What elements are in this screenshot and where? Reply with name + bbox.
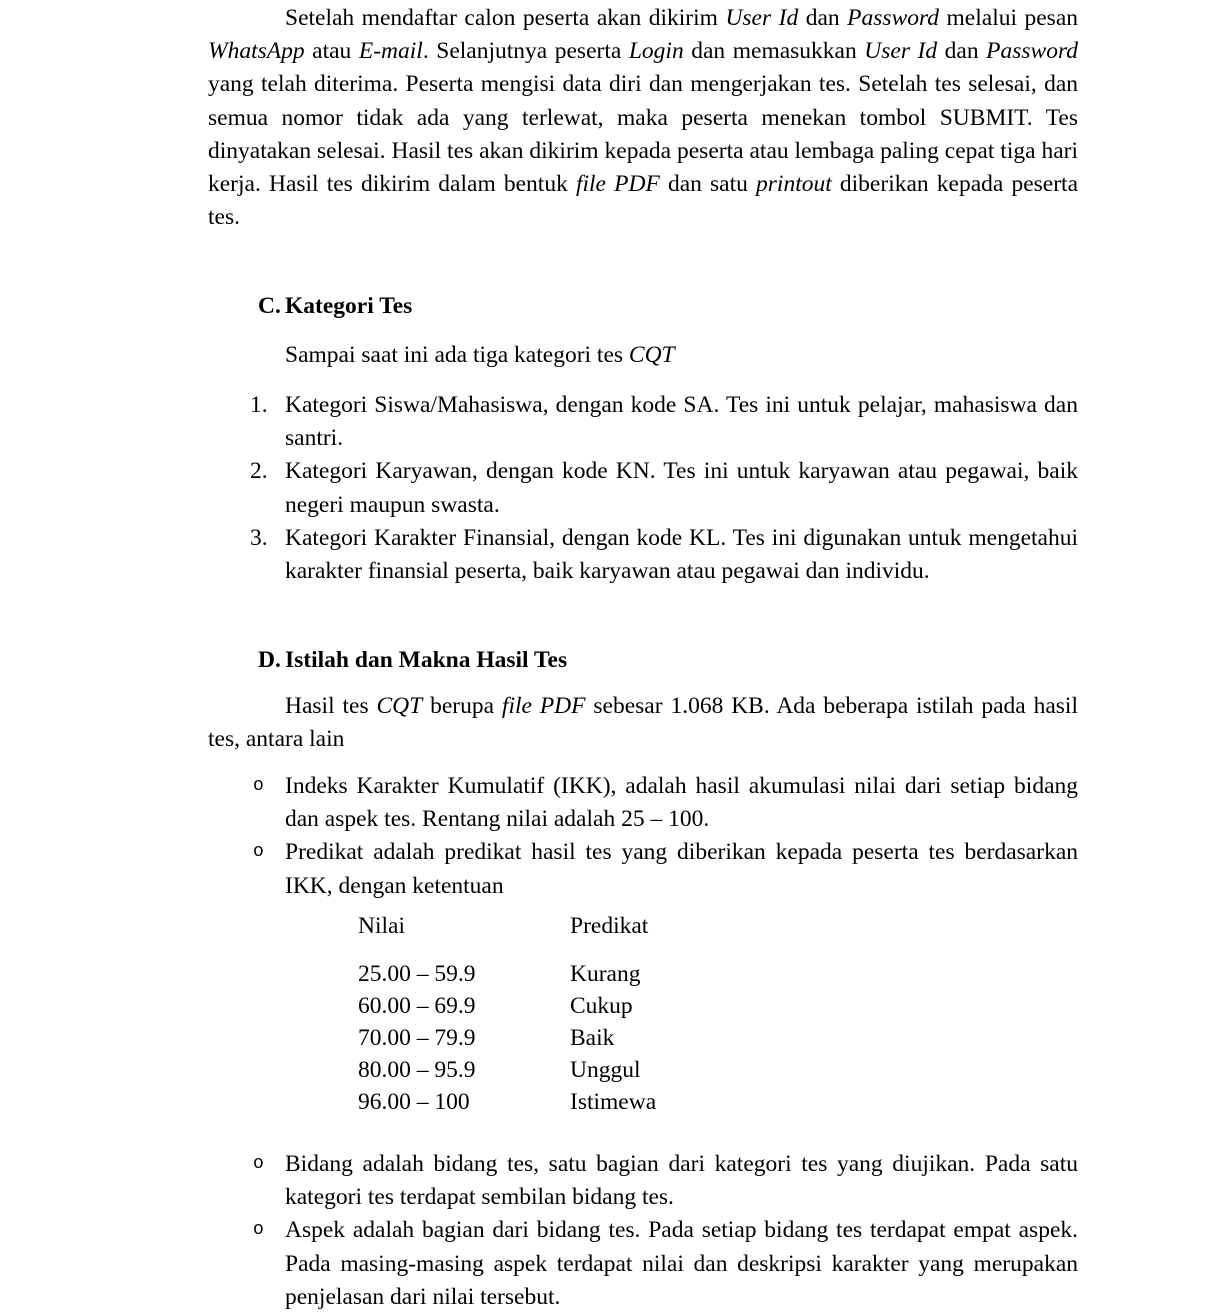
grade-table [358, 910, 656, 1118]
plain-text: Sampai saat ini ada tiga kategori tes [285, 342, 629, 368]
table-header-cell: Predikat [570, 913, 649, 939]
table-spacer-row [358, 942, 656, 958]
plain-text: Setelah mendaftar calon peserta akan dikirim [285, 5, 726, 31]
list-item-text: Kategori Siswa/Mahasiswa, dengan kode SA. Tes ini untuk pelajar, mahasiswa dan santri. [285, 392, 1078, 452]
emphasis-text: CQT [376, 693, 423, 719]
list-item [208, 1148, 1078, 1214]
emphasis-text: CQT [628, 342, 675, 368]
grade-predicate-cell: Istimewa [570, 1089, 657, 1115]
section-c-list-block [208, 389, 1078, 588]
intro-paragraph [208, 2, 1078, 234]
section-c-heading [208, 290, 1078, 323]
grade-predicate-cell: Unggul [570, 1057, 641, 1083]
list-item-text: Aspek adalah bagian dari bidang tes. Pada setiap bidang tes terdapat empat aspek. Pada masing-masing aspek terdapat nilai dan deskripsi karakter yang merupakan penjelasan dari nilai tersebut. [285, 1217, 1078, 1310]
plain-text: atau [304, 38, 359, 65]
table-row [358, 1054, 656, 1086]
emphasis-text: Password [986, 38, 1078, 65]
plain-text: dan satu [659, 171, 757, 198]
grade-range-cell: 80.00 – 95.9 [358, 1057, 476, 1083]
istilah-list-top [208, 770, 1078, 903]
table-row [358, 1022, 656, 1054]
plain-text: sebesar 1.068 KB. Ada beberapa istilah pada hasil tes, antara lain [208, 693, 1078, 753]
grade-range-cell: 96.00 – 100 [358, 1089, 470, 1115]
section-d-letter: D. [258, 647, 281, 673]
grade-range-cell: 25.00 – 59.9 [358, 961, 476, 987]
table-row [358, 990, 656, 1022]
emphasis-text: E-mail [358, 38, 423, 65]
kategori-tes-list [208, 389, 1078, 588]
table-header-row [358, 910, 656, 942]
plain-text: diberikan kepada peserta tes. [208, 171, 1079, 231]
table-header-cell: Nilai [358, 913, 405, 939]
plain-text: yang telah diterima. Peserta mengisi data diri dan mengerjakan tes. Setelah tes selesai, dan semua nomor tidak ada yang terlewat, maka peserta menekan tombol SUBMIT. Tes dinyatakan selesai. Hasil tes akan dikirim kepada peserta atau lembaga paling cepat tiga hari kerja. Hasil tes dikirim dalam bentuk [208, 71, 1078, 198]
emphasis-text: printout [756, 171, 832, 198]
section-c-letter: C. [258, 293, 281, 319]
grade-table-block [358, 910, 656, 1118]
list-item-text: Predikat adalah predikat hasil tes yang diberikan kepada peserta tes berdasarkan IKK, dengan ketentuan [285, 839, 1078, 899]
emphasis-text: Login [628, 38, 684, 65]
grade-range-cell: 60.00 – 69.9 [358, 993, 476, 1019]
list-item [208, 455, 1078, 521]
emphasis-text: file PDF [501, 693, 586, 719]
list-item [208, 770, 1078, 836]
section-d-heading-block [208, 644, 1078, 677]
section-c-lead [208, 339, 1078, 372]
list-item [208, 1214, 1078, 1314]
istilah-list-bottom [208, 1148, 1078, 1314]
list-item-bullet-icon: o [253, 776, 264, 796]
section-d-bullets-bottom-block [208, 1148, 1078, 1314]
grade-predicate-cell: Baik [570, 1025, 615, 1051]
plain-text: berupa [422, 693, 502, 719]
grade-predicate-cell: Cukup [570, 993, 633, 1019]
section-d-heading [208, 644, 1078, 677]
section-c-lead-block [208, 339, 1078, 372]
list-item-bullet-icon: o [253, 1220, 264, 1241]
list-item-number: 1. [250, 392, 268, 418]
list-item [208, 389, 1078, 455]
list-item-bullet-icon: o [253, 1154, 264, 1174]
emphasis-text: Password [847, 5, 940, 31]
section-d-title: Istilah dan Makna Hasil Tes [285, 647, 568, 673]
section-c-title: Kategori Tes [285, 293, 413, 319]
plain-text: Hasil tes [285, 693, 377, 719]
table-spacer-cell [570, 942, 656, 958]
plain-text: dan [798, 5, 848, 31]
grade-table-body [358, 910, 656, 1118]
section-d-lead [208, 690, 1078, 756]
plain-text: dan [937, 38, 987, 65]
list-item-bullet-icon: o [253, 842, 264, 863]
list-item-number: 3. [250, 524, 268, 551]
emphasis-text: User Id [725, 5, 799, 31]
grade-predicate-cell: Kurang [570, 961, 641, 987]
plain-text: melalui pesan [939, 5, 1079, 31]
list-item-text: Kategori Karyawan, dengan kode KN. Tes ini untuk karyawan atau pegawai, baik negeri maupun swasta. [285, 458, 1078, 518]
list-item [208, 836, 1078, 902]
emphasis-text: WhatsApp [208, 38, 305, 65]
list-item [208, 522, 1078, 588]
plain-text: . Selanjutnya peserta [422, 38, 629, 65]
table-row [358, 1086, 656, 1118]
list-item-text: Bidang adalah bidang tes, satu bagian dari kategori tes yang diujikan. Pada satu kategori tes terdapat sembilan bidang tes. [285, 1151, 1078, 1211]
list-item-text: Indeks Karakter Kumulatif (IKK), adalah hasil akumulasi nilai dari setiap bidang dan aspek tes. Rentang nilai adalah 25 – 100. [285, 773, 1078, 833]
table-row [358, 958, 656, 990]
emphasis-text: file PDF [575, 171, 660, 198]
table-spacer-cell [358, 942, 570, 958]
intro-paragraph-block [208, 2, 1078, 234]
plain-text: dan memasukkan [683, 38, 865, 65]
emphasis-text: User Id [864, 38, 938, 65]
section-d-lead-block [208, 690, 1078, 756]
section-d-bullets-top-block [208, 770, 1078, 903]
list-item-number: 2. [250, 458, 268, 485]
section-c-heading-block [208, 290, 1078, 323]
grade-range-cell: 70.00 – 79.9 [358, 1025, 476, 1051]
list-item-text: Kategori Karakter Finansial, dengan kode KL. Tes ini digunakan untuk mengetahui karakter finansial peserta, baik karyawan atau pegawai dan individu. [285, 524, 1078, 585]
